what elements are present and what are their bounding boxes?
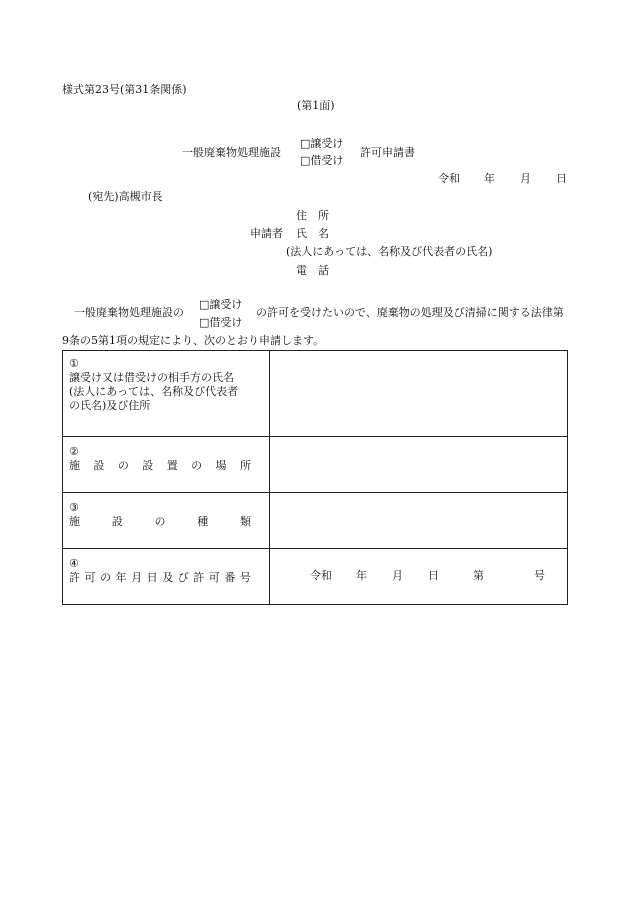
body-lead: 一般廃棄物処理施設の <box>74 306 184 319</box>
row3-char: の <box>154 515 166 528</box>
applicant-label: 申請者 <box>250 227 283 240</box>
date-era: 令和 <box>438 172 460 185</box>
title-option-lease[interactable]: □借受け <box>300 154 344 167</box>
body-option-transfer[interactable]: □譲受け <box>199 298 243 311</box>
row3-label-cell <box>63 493 270 549</box>
row4-char: 月 <box>131 571 143 584</box>
row1-label-cell <box>63 351 270 437</box>
permit-date-month: 月 <box>392 569 403 582</box>
row2-char: 所 <box>239 459 251 472</box>
row4-char: 年 <box>115 571 127 584</box>
row4-char: 可 <box>208 571 220 584</box>
row4-number: ④ <box>69 557 79 570</box>
row4-value-cell[interactable] <box>270 549 568 605</box>
row4-char: び <box>177 571 189 584</box>
row4-char: の <box>100 571 112 584</box>
table-row <box>63 351 568 437</box>
row4-char: 許 <box>193 571 205 584</box>
row1-line3: の氏名)及び住所 <box>69 399 151 412</box>
title-prefix: 一般廃棄物処理施設 <box>182 146 281 159</box>
body-tail: の許可を受けたいので、廃棄物の処理及び清掃に関する法律第 <box>256 306 564 319</box>
row4-char: 日 <box>146 571 158 584</box>
row2-char: の <box>191 459 203 472</box>
body-line2: 9条の5第1項の規定により、次のとおり申請します。 <box>62 334 325 347</box>
row4-char: 許 <box>69 571 80 584</box>
addressee: (宛先)高槻市長 <box>88 190 163 203</box>
row2-char: 設 <box>142 459 154 472</box>
row3-char: 類 <box>240 515 251 528</box>
permit-number-suffix: 号 <box>534 569 545 582</box>
row3-char: 施 <box>69 515 80 528</box>
row2-char: 設 <box>93 459 105 472</box>
row4-label-cell <box>63 549 270 605</box>
row2-char: 施 <box>69 459 80 472</box>
row3-value-cell[interactable] <box>270 493 568 549</box>
date-year: 年 <box>484 172 495 185</box>
applicant-name-label: 氏 名 <box>296 227 329 240</box>
row2-label-cell <box>63 437 270 493</box>
application-table <box>62 350 568 605</box>
row2-char: 場 <box>215 459 227 472</box>
page-label: (第1面) <box>297 99 335 112</box>
applicant-note: (法人にあっては、名称及び代表者の氏名) <box>286 245 493 258</box>
permit-date-day: 日 <box>428 569 439 582</box>
row3-char: 設 <box>111 515 123 528</box>
table-row <box>63 493 568 549</box>
permit-date-era: 令和 <box>310 569 332 582</box>
title-option-transfer[interactable]: □譲受け <box>300 137 344 150</box>
applicant-address-label: 住 所 <box>296 209 329 222</box>
row4-label <box>69 571 251 585</box>
row2-char: の <box>117 459 129 472</box>
table-row <box>63 437 568 493</box>
row1-line1: 譲受け又は借受けの相手方の氏名 <box>69 371 234 384</box>
row4-char: 可 <box>84 571 96 584</box>
applicant-phone-label: 電 話 <box>296 264 329 277</box>
date-month: 月 <box>520 172 531 185</box>
row2-label <box>69 459 251 473</box>
date-day: 日 <box>556 172 567 185</box>
row1-value-cell[interactable] <box>270 351 568 437</box>
row2-value-cell[interactable] <box>270 437 568 493</box>
row2-char: 置 <box>166 459 178 472</box>
form-number: 様式第23号(第31条関係) <box>62 83 187 96</box>
row4-char: 号 <box>239 571 251 584</box>
row4-char: 番 <box>224 571 236 584</box>
title-suffix: 許可申請書 <box>360 146 415 159</box>
table-row <box>63 549 568 605</box>
row1-number: ① <box>69 357 79 370</box>
row3-char: 種 <box>197 515 209 528</box>
body-option-lease[interactable]: □借受け <box>199 316 243 329</box>
row4-char: 及 <box>162 571 174 584</box>
row3-number: ③ <box>69 501 79 514</box>
row1-line2: (法人にあっては、名称及び代表者 <box>69 385 239 398</box>
row2-number: ② <box>69 445 79 458</box>
row3-label <box>69 515 251 529</box>
permit-date-year: 年 <box>356 569 367 582</box>
permit-number-prefix: 第 <box>473 569 484 582</box>
